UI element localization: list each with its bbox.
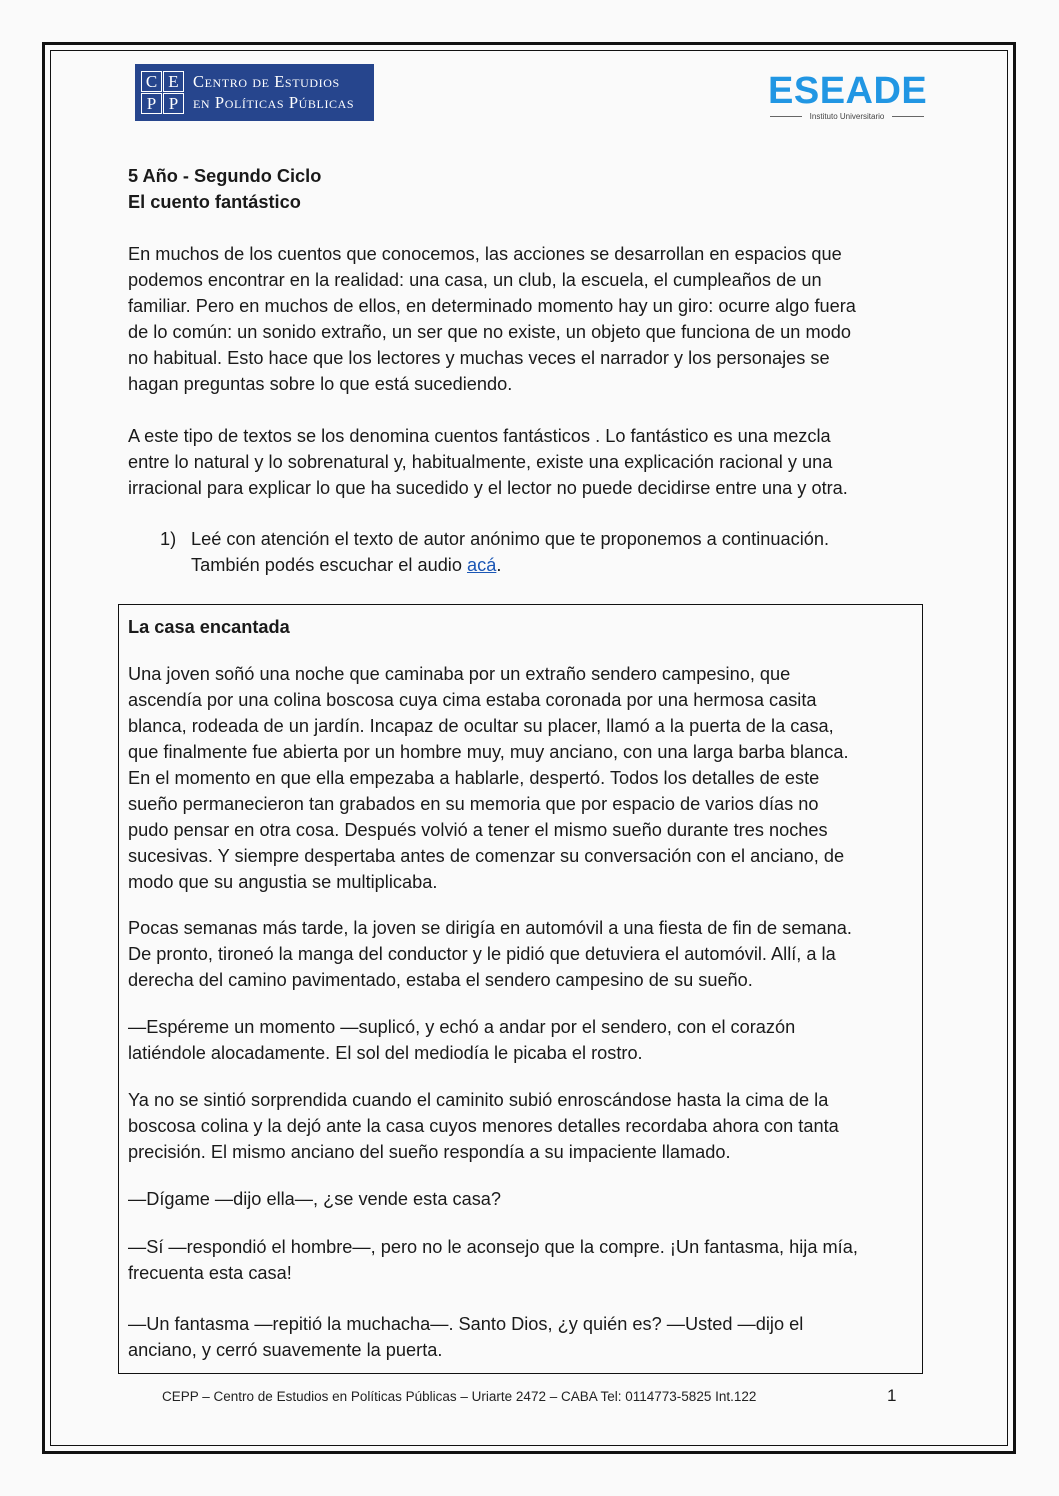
story-line: derecha del camino pavimentado, estaba el sendero campesino de su sueño. bbox=[128, 970, 753, 990]
cepp-logo bbox=[135, 64, 374, 121]
story-line: boscosa colina y la dejó ante la casa cuyos menores detalles recordaba ahora con tanta bbox=[128, 1116, 839, 1136]
instruction-line-1: Leé con atención el texto de autor anónimo que te proponemos a continuación. bbox=[191, 529, 830, 549]
intro-p1-line: familiar. Pero en muchos de ellos, en determinado momento hay un giro: ocurre algo fuera bbox=[128, 296, 856, 316]
topic-heading: El cuento fantástico bbox=[128, 192, 301, 212]
story-line: ascendía por una colina boscosa cuya cima estaba coronada por una hermosa casita bbox=[128, 690, 817, 710]
story-line: precisión. El mismo anciano del sueño respondía a su impaciente llamado. bbox=[128, 1142, 731, 1162]
footer-text: CEPP – Centro de Estudios en Políticas Públicas – Uriarte 2472 – CABA Tel: 0114773-5825 Int.122 bbox=[162, 1389, 757, 1404]
story-line: —Un fantasma —repitió la muchacha—. Santo Dios, ¿y quién es? —Usted —dijo el bbox=[128, 1314, 804, 1334]
intro-p1-line: de lo común: un sonido extraño, un ser que no existe, un objeto que funciona de un modo bbox=[128, 322, 851, 342]
intro-p1-line: En muchos de los cuentos que conocemos, las acciones se desarrollan en espacios que bbox=[128, 244, 842, 264]
cepp-logo-line-1: Centro de Estudios bbox=[193, 72, 340, 91]
course-heading: 5 Año - Segundo Ciclo bbox=[128, 166, 322, 186]
story-line: Pocas semanas más tarde, la joven se dirigía en automóvil a una fiesta de fin de semana. bbox=[128, 918, 852, 938]
story-line: sucesivas. Y siempre despertaba antes de comenzar su conversación con el anciano, de bbox=[128, 846, 845, 866]
story-line: En el momento en que ella empezaba a hablarle, despertó. Todos los detalles de este bbox=[128, 768, 820, 788]
story-line: Una joven soñó una noche que caminaba por un extraño sendero campesino, que bbox=[128, 664, 791, 684]
story-line: De pronto, tironeó la manga del conductor y le pidió que detuviera el automóvil. Allí, a la bbox=[128, 944, 836, 964]
intro-p1-line: hagan preguntas sobre lo que está sucediendo. bbox=[128, 374, 513, 394]
intro-p1-line: no habitual. Esto hace que los lectores y muchas veces el narrador y los personajes se bbox=[128, 348, 830, 368]
eseade-logo-subtitle-row bbox=[770, 110, 924, 124]
page-number: 1 bbox=[887, 1386, 897, 1405]
cepp-letter: E bbox=[163, 71, 184, 92]
cepp-logo-line-2: en Políticas Públicas bbox=[193, 93, 355, 112]
story-line: que finalmente fue abierta por un hombre muy, muy anciano, con una larga barba blanca. bbox=[128, 742, 849, 762]
audio-link[interactable]: acá bbox=[467, 555, 497, 575]
story-line: anciano, y cerró suavemente la puerta. bbox=[128, 1340, 443, 1360]
story-line: frecuenta esta casa! bbox=[128, 1263, 292, 1283]
story-line: blanca, rodeada de un jardín. Incapaz de ocultar su placer, llamó a la puerta de la casa, bbox=[128, 716, 834, 736]
instruction-line-2-prefix: También podés escuchar el audio bbox=[191, 555, 468, 575]
story-line: —Dígame —dijo ella—, ¿se vende esta casa? bbox=[128, 1189, 502, 1209]
story-line: Ya no se sintió sorprendida cuando el caminito subió enroscándose hasta la cima de la bbox=[128, 1090, 829, 1110]
intro-p2-line: A este tipo de textos se los denomina cuentos fantásticos . Lo fantástico es una mezcla bbox=[128, 426, 831, 446]
eseade-divider bbox=[892, 116, 924, 117]
cepp-letter: C bbox=[141, 71, 162, 92]
eseade-logo: ESEADE bbox=[768, 70, 928, 112]
story-line: —Espéreme un momento —suplicó, y echó a andar por el sendero, con el corazón bbox=[128, 1017, 796, 1037]
story-line: sueño permanecieron tan grabados en su memoria que por espacio de varios días no bbox=[128, 794, 819, 814]
eseade-logo-subtitle: Instituto Universitario bbox=[809, 112, 885, 121]
instruction-number: 1) bbox=[160, 529, 177, 549]
story-line: —Sí —respondió el hombre—, pero no le aconsejo que la compre. ¡Un fantasma, hija mía, bbox=[128, 1237, 858, 1257]
instruction-line-2-suffix: . bbox=[496, 555, 502, 575]
intro-p1-line: podemos encontrar en la realidad: una casa, un club, la escuela, el cumpleaños de un bbox=[128, 270, 822, 290]
story-title: La casa encantada bbox=[128, 617, 290, 637]
intro-p2-line: entre lo natural y lo sobrenatural y, habitualmente, existe una explicación racional y una bbox=[128, 452, 833, 472]
cepp-letter: P bbox=[141, 93, 162, 114]
cepp-letter: P bbox=[163, 93, 184, 114]
story-line: latiéndole alocadamente. El sol del mediodía le picaba el rostro. bbox=[128, 1043, 643, 1063]
intro-p2-line: irracional para explicar lo que ha sucedido y el lector no puede decidirse entre una y otra. bbox=[128, 478, 848, 498]
instruction-line-2 bbox=[191, 552, 501, 578]
story-line: pudo pensar en otra cosa. Después volvió a tener el mismo sueño durante tres noches bbox=[128, 820, 828, 840]
story-line: modo que su angustia se multiplicaba. bbox=[128, 872, 438, 892]
instruction-item bbox=[160, 526, 829, 552]
cepp-monogram bbox=[141, 71, 185, 114]
